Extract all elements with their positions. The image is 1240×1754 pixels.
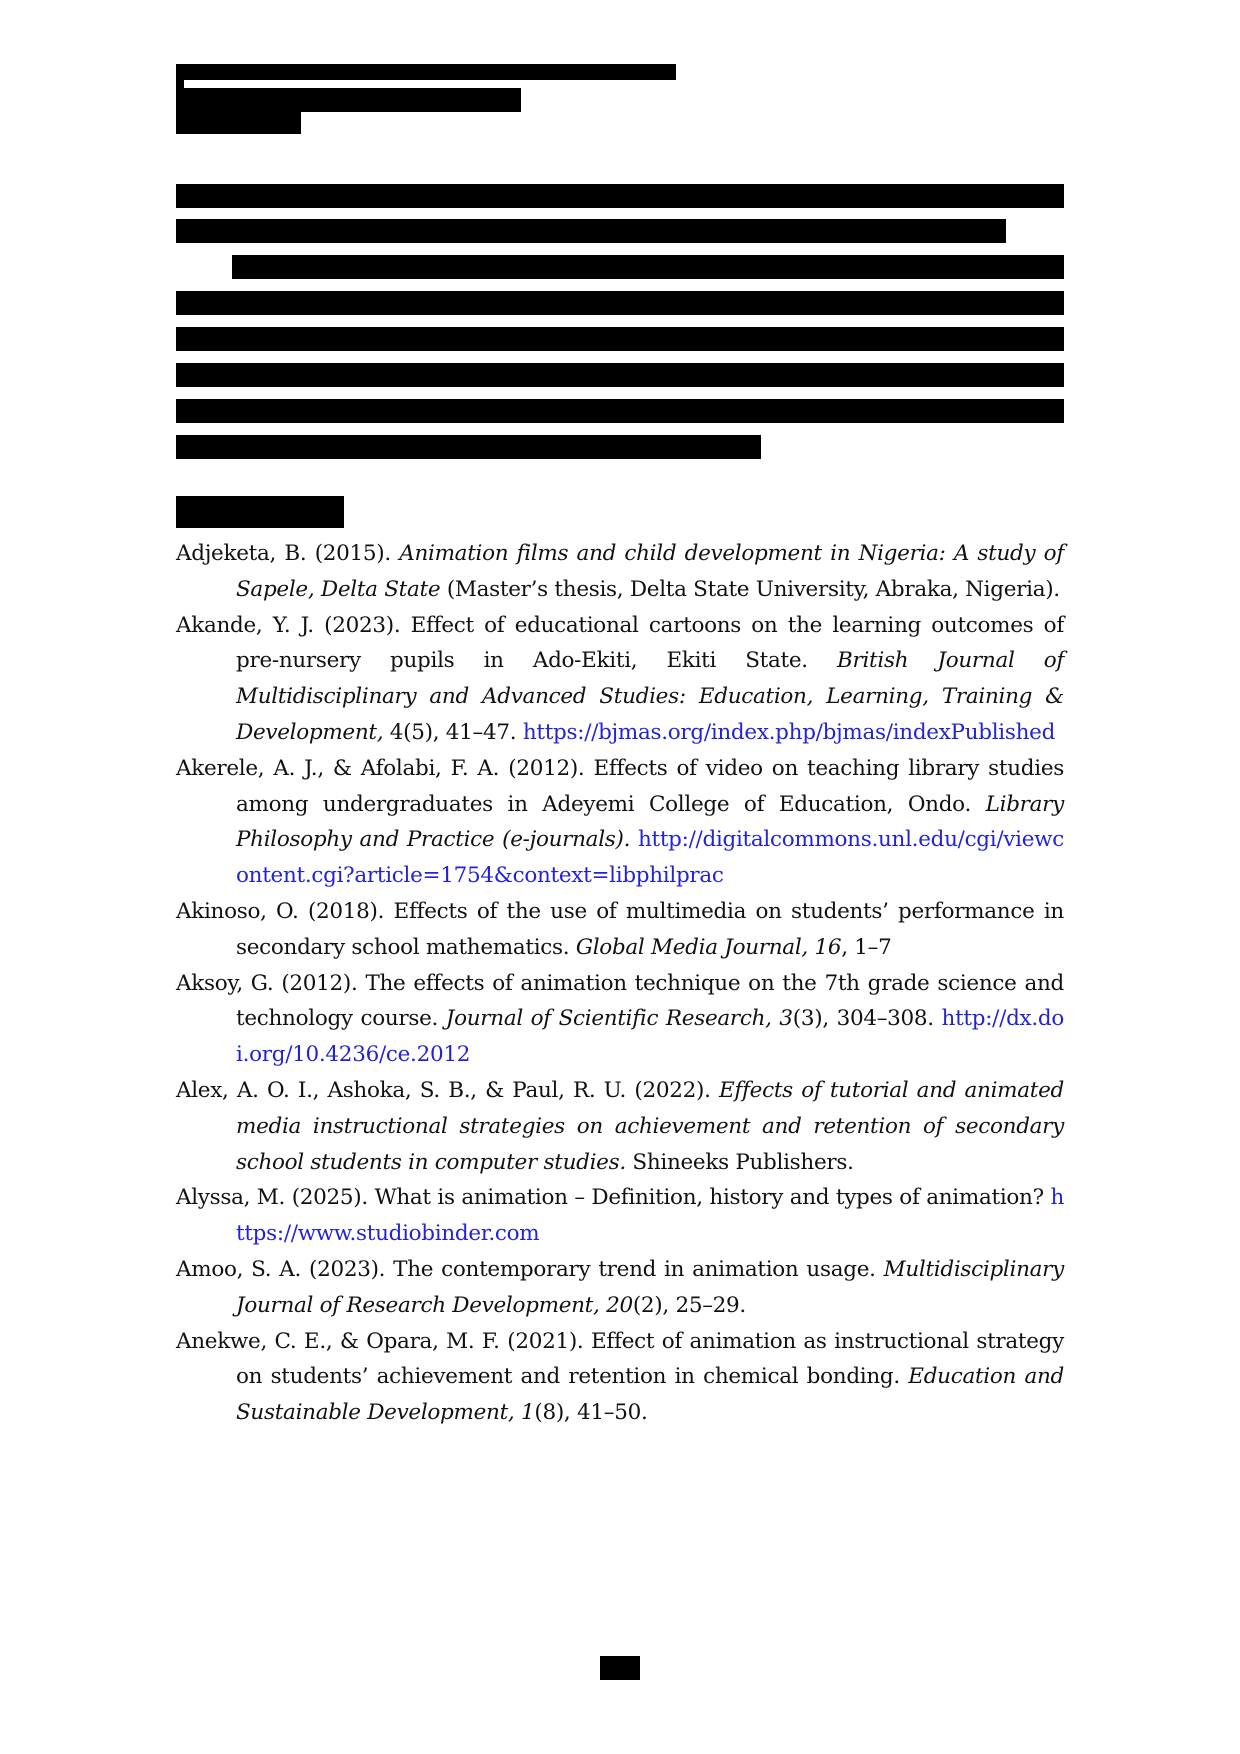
ref-volume-pages: 4(5), 41–47. [383, 719, 523, 745]
ref-authors: Alex, A. O. I., Ashoka, S. B., & Paul, R. U. [176, 1077, 627, 1103]
ref-link[interactable]: http://digitalcommons.unl.edu/cgi/viewcontent.cgi?article=1754&context=libphilprac [236, 827, 1064, 889]
ref-title: The effects of animation technique on the 7th grade science and technology course. [236, 970, 1064, 1032]
ref-authors: Akande, Y. J. [176, 612, 314, 638]
reference-item [176, 751, 1064, 894]
reference-item [176, 1324, 1064, 1431]
ref-year: (2012). [508, 755, 585, 781]
reference-item [176, 1180, 1064, 1252]
ref-publication: (Master’s thesis, Delta State University, Abraka, Nigeria). [440, 576, 1060, 602]
ref-title: Effects of the use of multimedia on students’ performance in secondary school mathematics. [236, 898, 1064, 960]
ref-authors: Adjeketa, B. [176, 541, 307, 566]
ref-title: Effects of video on teaching library studies among undergraduates in Adeyemi College of Education, Ondo. [236, 755, 1064, 817]
ref-year: (2018). [307, 898, 385, 924]
ref-link[interactable]: https://bjmas.org/index.php/bjmas/indexPublished [522, 719, 1056, 745]
ref-title: Effect of educational cartoons on the learning outcomes of pre-nursery pupils in Ado-Ekiti, Ekiti State. [236, 612, 1064, 674]
ref-year: (2022). [634, 1077, 711, 1103]
ref-year: (2021). [507, 1328, 584, 1354]
reference-item [176, 1252, 1064, 1324]
references-list [176, 536, 1064, 1431]
ref-journal: Multidisciplinary Journal of Research Development, 20 [236, 1256, 1064, 1318]
ref-link[interactable]: http://dx.doi.org/10.4236/ce.2012 [236, 1006, 1064, 1068]
ref-journal: Education and Sustainable Development, 1 [236, 1364, 1064, 1426]
ref-journal: Journal of Scientific Research, 3 [445, 1006, 793, 1032]
ref-year: (2015). [314, 541, 391, 566]
ref-title: The contemporary trend in animation usage. [385, 1256, 884, 1282]
ref-journal: Global Media Journal, 16 [575, 934, 842, 960]
reference-item [176, 1073, 1064, 1180]
ref-publisher: Shineeks Publishers. [625, 1149, 854, 1175]
ref-year: (2025). [291, 1185, 368, 1211]
ref-title: Animation films and child development in Nigeria: A study of Sapele, Delta State [236, 541, 1064, 602]
ref-title: What is animation – Definition, history and types of animation? [367, 1185, 1051, 1211]
ref-title: Effect of animation as instructional strategy on students’ achievement and retention in chemical bonding. [236, 1328, 1064, 1390]
ref-volume-pages: , 1–7 [841, 934, 892, 960]
ref-authors: Akinoso, O. [176, 898, 299, 924]
ref-journal: British Journal of Multidisciplinary and Advanced Studies: Education, Learning, Training & Development, [236, 648, 1065, 745]
ref-authors: Anekwe, C. E., & Opara, M. F. [176, 1328, 500, 1354]
ref-authors: Alyssa, M. [176, 1185, 286, 1211]
reference-item [176, 966, 1064, 1073]
ref-title: Effects of tutorial and animated media instructional strategies on achievement and retention of secondary school students in computer studies. [236, 1077, 1064, 1175]
ref-volume-pages: (8), 41–50. [534, 1400, 648, 1426]
ref-year: (2012). [281, 970, 358, 996]
ref-year: (2023). [308, 1256, 386, 1282]
ref-authors: Akerele, A. J., & Afolabi, F. A. [176, 755, 500, 781]
ref-volume-pages: (3), 304–308. [792, 1006, 942, 1032]
ref-link[interactable]: https://www.studiobinder.com [236, 1185, 1065, 1247]
page-number-redacted [600, 1656, 640, 1680]
reference-item [176, 894, 1064, 966]
references-heading-redacted [176, 496, 344, 528]
ref-year: (2023). [324, 612, 401, 638]
ref-authors: Aksoy, G. [176, 970, 274, 996]
reference-item [176, 536, 1064, 608]
ref-journal: Library Philosophy and Practice (e-journals). [236, 791, 1064, 853]
ref-volume-pages: (2), 25–29. [632, 1292, 746, 1318]
ref-authors: Amoo, S. A. [176, 1256, 302, 1282]
reference-item [176, 608, 1064, 751]
